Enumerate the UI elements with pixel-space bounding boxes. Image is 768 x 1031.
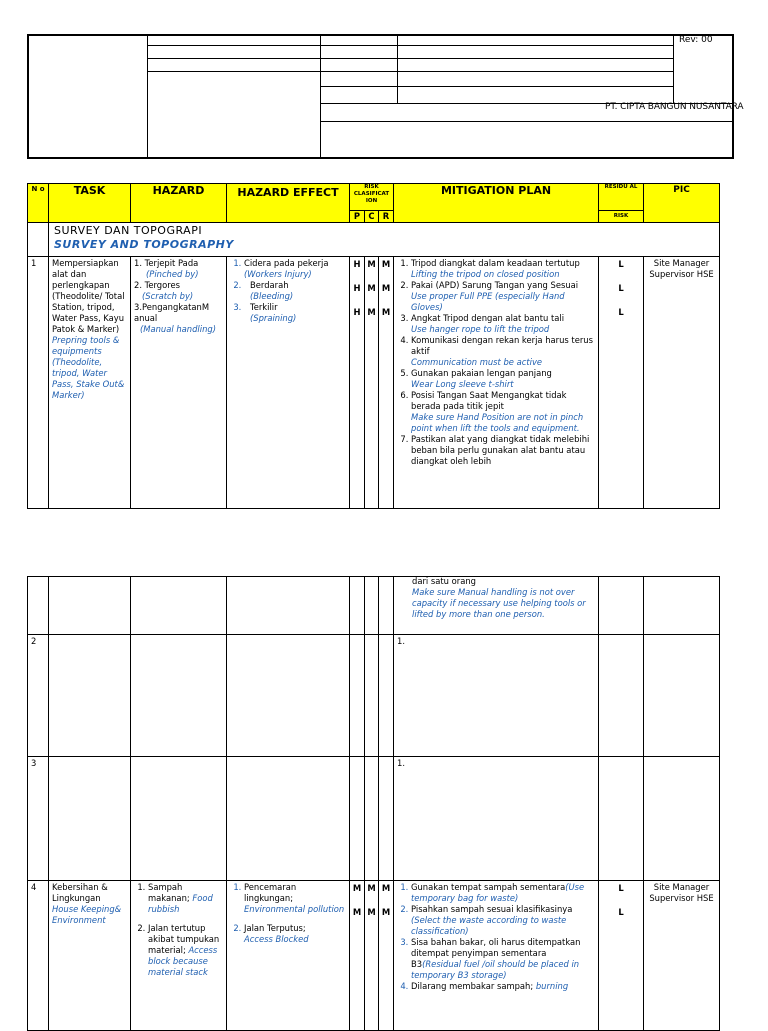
mitigation-item: 4. Dilarang membakar sampah; burning bbox=[411, 981, 595, 992]
col-header-r: R bbox=[379, 211, 394, 223]
company-name: PT. CIPTA BANGUN NUSANTARA bbox=[605, 102, 744, 112]
task-text: Kebersihan & Lingkungan bbox=[52, 882, 108, 903]
empty-cell bbox=[227, 757, 350, 881]
section-title: SURVEY DAN TOPOGRAPI bbox=[54, 224, 203, 237]
residual-risk-values: L L bbox=[599, 881, 644, 1031]
risk-assessment-table bbox=[27, 183, 720, 509]
col-header-pic: PIC bbox=[644, 184, 720, 223]
row-number: 3 bbox=[28, 757, 49, 881]
hazard-effect-cell bbox=[227, 257, 350, 509]
header-divider bbox=[147, 45, 673, 46]
hazard-text-en: (Scratch by) bbox=[142, 291, 194, 301]
empty-cell bbox=[49, 757, 131, 881]
empty-cell bbox=[644, 757, 720, 881]
empty-cell bbox=[365, 757, 379, 881]
row-number: 4 bbox=[28, 881, 49, 1031]
r-values: M M M bbox=[379, 257, 394, 509]
header-divider bbox=[320, 35, 321, 158]
section-title-en: SURVEY AND TOPOGRAPHY bbox=[54, 238, 234, 251]
mitigation-item: 2. Pisahkan sampah sesuai klasifikasinya (Select the waste according to waste classification) bbox=[411, 904, 595, 937]
task-cell bbox=[49, 881, 131, 1031]
effect-item: 1. Cidera pada pekerja (Workers Injury) bbox=[244, 258, 346, 280]
task-text: Mempersiapkan alat dan perlengkapan (Theodolite/ Total Station, tripod, Water Pass, Kayu Patok & Marker) bbox=[52, 258, 125, 334]
mitigation-cell bbox=[394, 257, 599, 509]
task-text-en: Prepring tools & equipments (Theodolite, tripod, Water Pass, Stake Out& Marker) bbox=[52, 335, 125, 400]
pic-cell: Site Manager Supervisor HSE bbox=[644, 881, 720, 1031]
empty-cell bbox=[379, 757, 394, 881]
col-header-residual-risk: RISK bbox=[599, 211, 644, 223]
p-values: H H H bbox=[350, 257, 365, 509]
mitigation-item: 1. Gunakan tempat sampah sementara(Use temporary bag for waste) bbox=[411, 882, 595, 904]
document-header-box bbox=[27, 34, 734, 159]
col-header-c: C bbox=[365, 211, 379, 223]
hazard-text-en: (Pinched by) bbox=[146, 269, 199, 279]
row-number: 2 bbox=[28, 635, 49, 757]
pic-cell: Site Manager Supervisor HSE bbox=[644, 257, 720, 509]
header-divider bbox=[320, 121, 733, 122]
hazard-text: 2. Tergores bbox=[134, 280, 181, 290]
r-values: M M bbox=[379, 881, 394, 1031]
mitigation-item: 1. Tripod diangkat dalam keadaan tertutup Lifting the tripod on closed position bbox=[411, 258, 595, 280]
hazard-text: 3.PengangkatanM anual bbox=[134, 302, 210, 323]
empty-cell bbox=[379, 635, 394, 757]
row-number: 1 bbox=[28, 257, 49, 509]
header-divider bbox=[320, 86, 673, 87]
section-spacer bbox=[28, 223, 49, 257]
col-header-p: P bbox=[350, 211, 365, 223]
empty-cell bbox=[379, 577, 394, 635]
mitigation-item: 3. Sisa bahan bakar, oli harus ditempatkan ditempat penyimpan sementara B3(Residual fuel /oil should be placed in temporary B3 storage) bbox=[411, 937, 595, 981]
effect-item: 3. Terkilir (Spraining) bbox=[244, 302, 346, 324]
mitigation-item: 6. Posisi Tangan Saat Mengangkat tidak berada pada titik jepit Make sure Hand Position are not in pinch point when lift the tools and equipment. bbox=[411, 390, 595, 434]
p-values: M M bbox=[350, 881, 365, 1031]
empty-cell bbox=[350, 635, 365, 757]
empty-cell bbox=[350, 577, 365, 635]
residual-risk-values: L L L bbox=[599, 257, 644, 509]
empty-cell bbox=[599, 757, 644, 881]
empty-cell bbox=[644, 577, 720, 635]
hazard-cell bbox=[131, 881, 227, 1031]
mitigation-item: 5. Gunakan pakaian lengan panjang Wear Long sleeve t-shirt bbox=[411, 368, 595, 390]
risk-assessment-table-continued bbox=[27, 576, 720, 1031]
hazard-effect-cell bbox=[227, 881, 350, 1031]
empty-cell bbox=[131, 635, 227, 757]
col-header-residual: RESIDU AL bbox=[599, 184, 644, 211]
section-title-cell bbox=[49, 223, 720, 257]
empty-cell bbox=[131, 577, 227, 635]
empty-cell bbox=[599, 635, 644, 757]
effect-item: 1. Pencemaran lingkungan; Environmental pollution bbox=[244, 882, 346, 915]
c-values: M M bbox=[365, 881, 379, 1031]
hazard-text-en: (Manual handling) bbox=[140, 324, 216, 334]
col-header-hazard-effect: HAZARD EFFECT bbox=[227, 184, 350, 223]
task-text-en: House Keeping& Environment bbox=[52, 904, 122, 925]
col-header-no: N o bbox=[28, 184, 49, 223]
effect-item: 2. Berdarah (Bleeding) bbox=[244, 280, 346, 302]
empty-cell bbox=[227, 635, 350, 757]
c-values: M M M bbox=[365, 257, 379, 509]
empty-cell bbox=[227, 577, 350, 635]
empty-cell bbox=[49, 577, 131, 635]
empty-cell bbox=[365, 577, 379, 635]
col-header-task: TASK bbox=[49, 184, 131, 223]
empty-cell bbox=[49, 635, 131, 757]
header-divider bbox=[147, 58, 673, 59]
empty-cell bbox=[131, 757, 227, 881]
col-header-risk: RISK CLASIFICAT ION bbox=[350, 184, 394, 211]
mitigation-item: 2. Pakai (APD) Sarung Tangan yang Sesuai Use proper Full PPE (especially Hand Gloves) bbox=[411, 280, 595, 313]
empty-cell bbox=[28, 577, 49, 635]
hazard-item: 2. Jalan tertutup akibat tumpukan material; Access block because material stack bbox=[148, 923, 223, 978]
hazard-item: 1. Sampah makanan; Food rubbish bbox=[148, 882, 223, 915]
mitigation-item: 7. Pastikan alat yang diangkat tidak melebihi beban bila perlu gunakan alat bantu atau diangkat oleh lebih bbox=[411, 434, 595, 467]
mitigation-item: 4. Komunikasi dengan rekan kerja harus terus aktif Communication must be active bbox=[411, 335, 595, 368]
col-header-mitigation: MITIGATION PLAN bbox=[394, 184, 599, 223]
col-header-hazard: HAZARD bbox=[131, 184, 227, 223]
task-cell bbox=[49, 257, 131, 509]
empty-cell bbox=[644, 635, 720, 757]
mitigation-item: 3. Angkat Tripod dengan alat bantu tali Use hanger rope to lift the tripod bbox=[411, 313, 595, 335]
hazard-text: 1. Terjepit Pada bbox=[134, 258, 199, 268]
header-divider bbox=[147, 71, 673, 72]
header-divider bbox=[673, 35, 674, 103]
mitigation-cell: 1. bbox=[394, 635, 599, 757]
empty-cell bbox=[350, 757, 365, 881]
hazard-cell bbox=[131, 257, 227, 509]
mitigation-cell: 1. bbox=[394, 757, 599, 881]
mitigation-continued: dari satu orang Make sure Manual handling is not over capacity if necessary use helping tools or lifted by more than one person. bbox=[394, 577, 599, 635]
header-divider bbox=[147, 35, 148, 158]
effect-item: 2. Jalan Terputus; Access Blocked bbox=[244, 923, 346, 945]
empty-cell bbox=[365, 635, 379, 757]
empty-cell bbox=[599, 577, 644, 635]
mitigation-cell bbox=[394, 881, 599, 1031]
revision-label: Rev: 00 bbox=[679, 35, 713, 45]
